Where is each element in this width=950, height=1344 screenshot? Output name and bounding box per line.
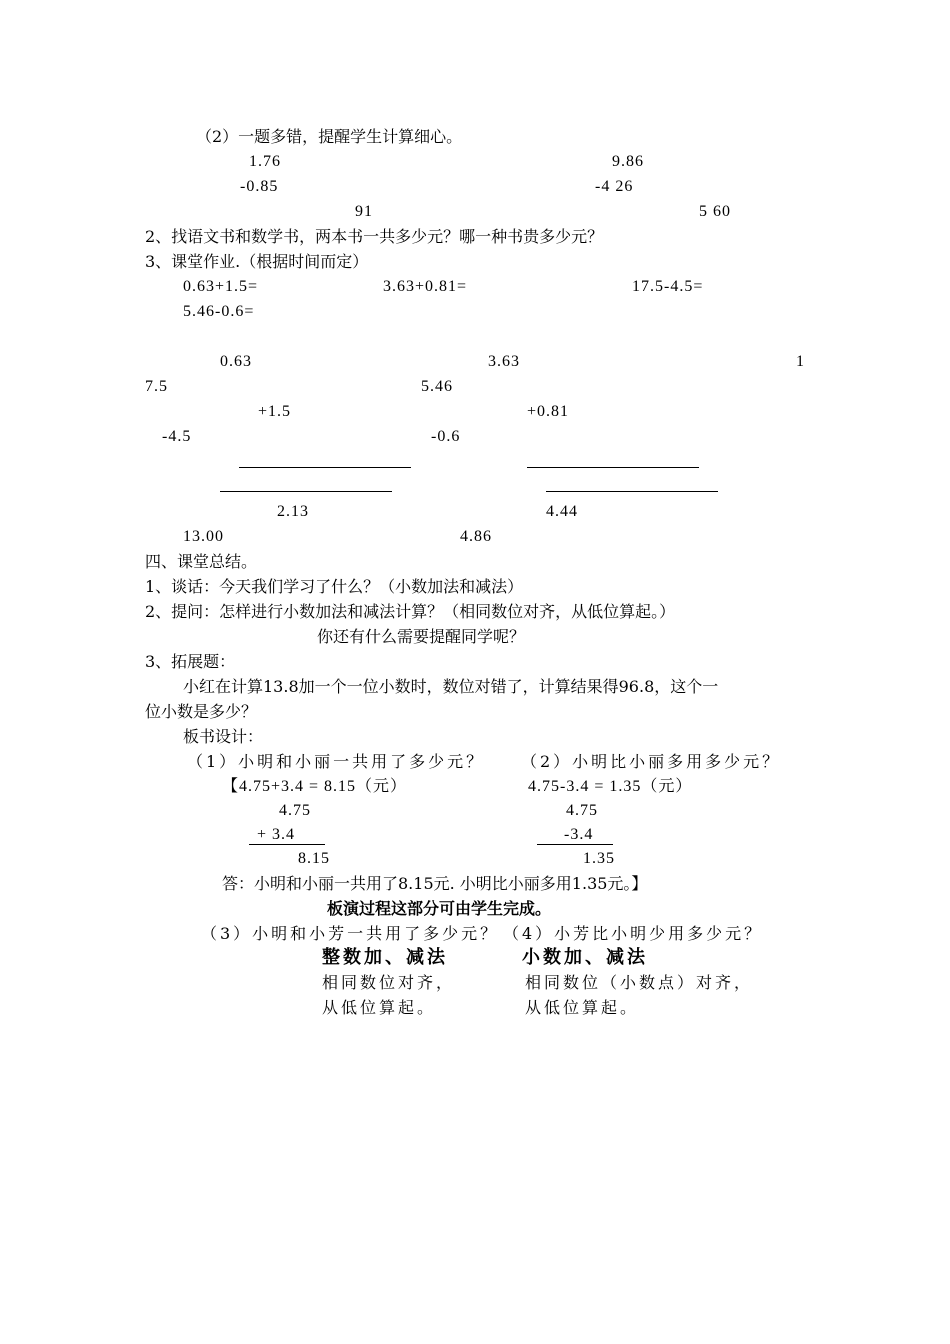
- vertical-b-top: 3.63: [488, 353, 520, 370]
- vertical-d-operand: -0.6: [431, 428, 461, 445]
- item-3-title: 3、课堂作业.（根据时间而定）: [145, 252, 369, 271]
- summary-question-2-follow: 你还有什么需要提醒同学呢？: [317, 627, 526, 646]
- extension-problem-line-1: 小红在计算13.8加一个一位小数时，数位对错了，计算结果得96.8，这个一: [183, 677, 719, 696]
- board-vertical-1-top: 4.75: [279, 802, 311, 819]
- integer-rule-line-1: 相同数位对齐，: [322, 973, 456, 992]
- vertical-c-rule: [220, 491, 392, 492]
- board-question-1: （1）小明和小丽一共用了多少元？: [187, 752, 486, 771]
- reminder-heading: （2）一题多错，提醒学生计算细心。: [196, 127, 463, 146]
- vertical-c-operand: -4.5: [162, 428, 192, 445]
- exercise-4: 5.46-0.6=: [183, 303, 255, 320]
- example-b-result: 5 60: [699, 203, 731, 220]
- extension-problem-line-2: 位小数是多少？: [145, 702, 258, 721]
- board-vertical-2-rule: [537, 844, 613, 845]
- board-equation-1: 【4.75+3.4 = 8.15（元）: [222, 778, 408, 795]
- vertical-a-top: 0.63: [220, 353, 252, 370]
- vertical-c-result: 13.00: [183, 528, 224, 545]
- summary-question-3: 3、拓展题：: [145, 652, 236, 671]
- board-question-4: （4）小芳比小明少用多少元？: [503, 924, 764, 943]
- vertical-b-rule: [527, 467, 699, 468]
- vertical-b-result: 4.44: [546, 503, 578, 520]
- vertical-d-result: 4.86: [460, 528, 492, 545]
- summary-question-2: 2、提问：怎样进行小数加法和减法计算？（相同数位对齐，从低位算起。）: [145, 602, 676, 621]
- board-vertical-1-rule: [249, 844, 325, 845]
- vertical-a-rule: [239, 467, 411, 468]
- summary-heading: 四、课堂总结。: [145, 552, 258, 571]
- vertical-a-result: 2.13: [277, 503, 309, 520]
- summary-question-1: 1、谈话：今天我们学习了什么？（小数加法和减法）: [145, 577, 524, 596]
- board-vertical-2-operand: -3.4: [564, 826, 594, 843]
- integer-rule-title: 整数加、减法: [322, 947, 448, 968]
- example-a-operand: -0.85: [240, 178, 279, 195]
- board-vertical-1-result: 8.15: [298, 850, 330, 867]
- board-question-2: （2）小明比小丽多用多少元？: [521, 752, 782, 771]
- exercise-3: 17.5-4.5=: [632, 278, 704, 295]
- vertical-a-operand: +1.5: [258, 403, 292, 420]
- board-question-3: （3）小明和小芳一共用了多少元？: [201, 924, 500, 943]
- exercise-1: 0.63+1.5=: [183, 278, 259, 295]
- item-2: 2、找语文书和数学书，两本书一共多少元？哪一种书贵多少元？: [145, 227, 604, 246]
- example-a-result: 91: [355, 203, 373, 220]
- decimal-rule-line-1: 相同数位（小数点）对齐，: [525, 973, 754, 992]
- vertical-c-top-rest: 7.5: [145, 378, 168, 395]
- board-vertical-2-top: 4.75: [566, 802, 598, 819]
- vertical-b-operand: +0.81: [527, 403, 570, 420]
- example-a-top: 1.76: [249, 153, 281, 170]
- board-title: 板书设计：: [183, 727, 264, 746]
- vertical-d-rule: [546, 491, 718, 492]
- integer-rule-line-2: 从低位算起。: [322, 998, 437, 1017]
- board-note: 板演过程这部分可由学生完成。: [327, 899, 552, 918]
- board-equation-2: 4.75-3.4 = 1.35（元）: [528, 778, 693, 795]
- vertical-d-top: 5.46: [421, 378, 453, 395]
- decimal-rule-title: 小数加、减法: [522, 947, 648, 968]
- board-answer: 答：小明和小丽一共用了8.15元. 小明比小丽多用1.35元。】: [222, 874, 648, 893]
- decimal-rule-line-2: 从低位算起。: [525, 998, 640, 1017]
- example-b-top: 9.86: [612, 153, 644, 170]
- vertical-c-top-part: 1: [796, 353, 805, 370]
- board-vertical-1-operand: + 3.4: [257, 826, 296, 843]
- board-vertical-2-result: 1.35: [583, 850, 615, 867]
- example-b-operand: -4 26: [595, 178, 634, 195]
- exercise-2: 3.63+0.81=: [383, 278, 468, 295]
